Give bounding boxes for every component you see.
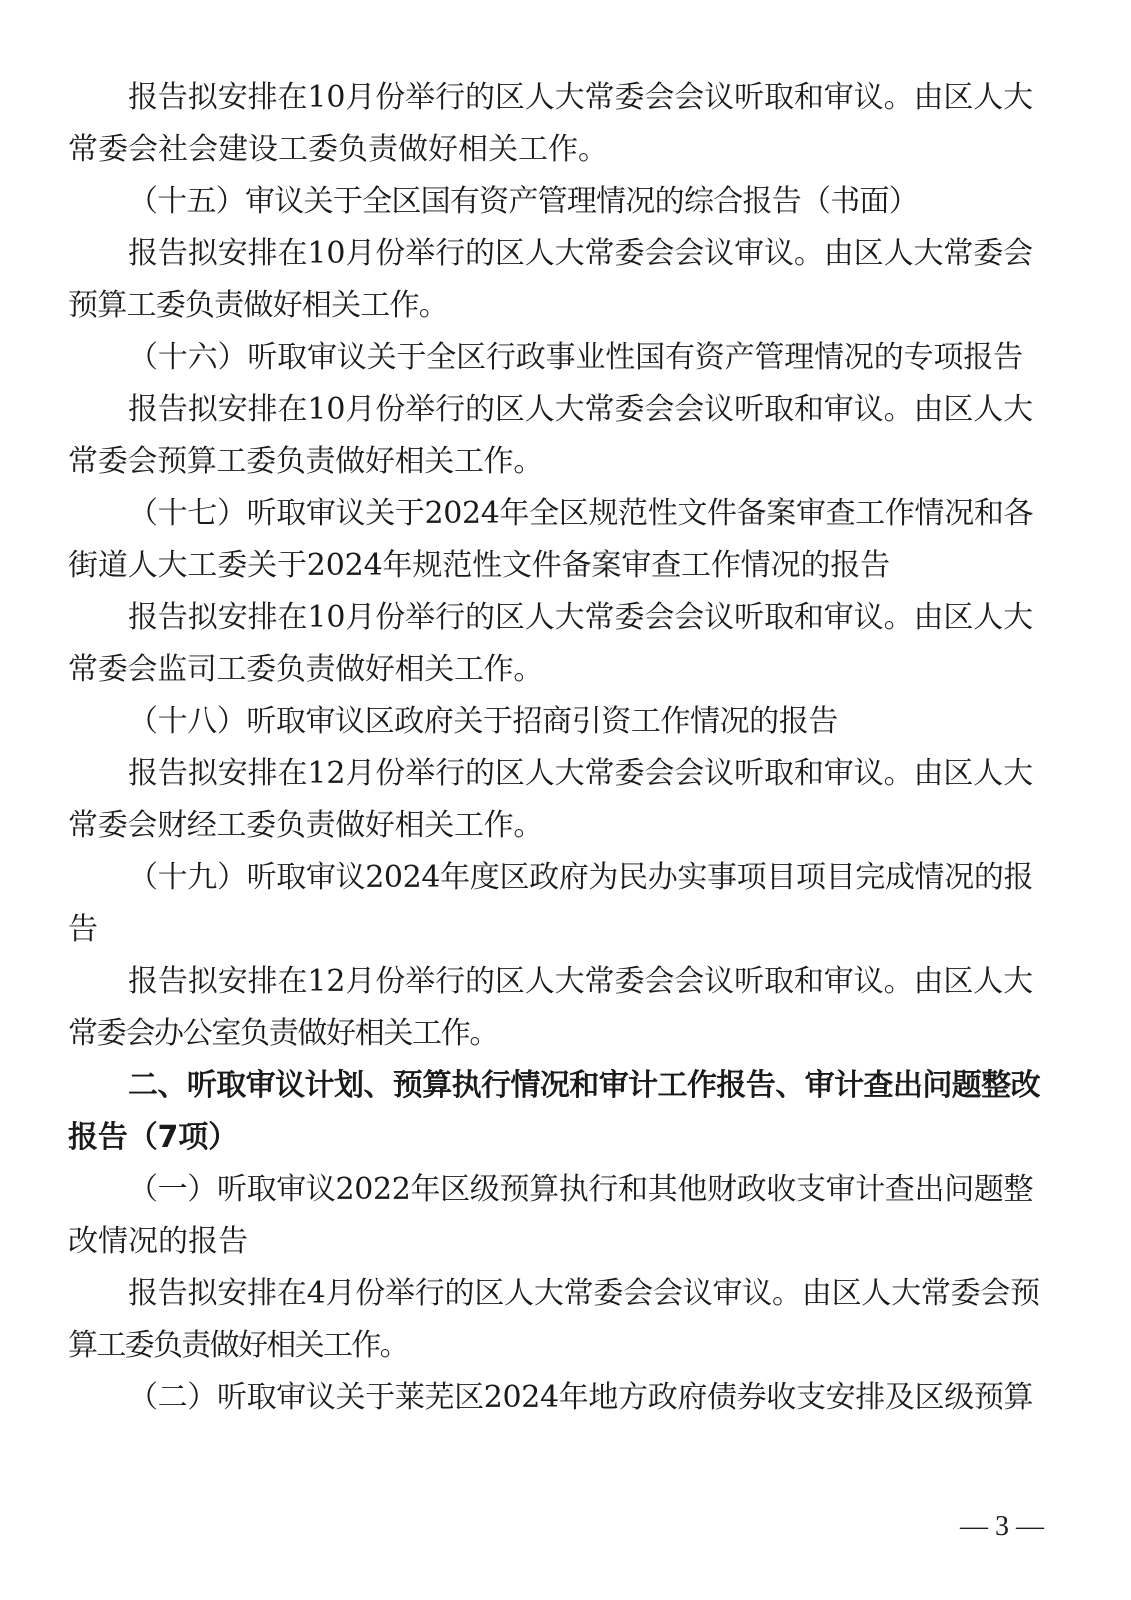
text-line: 常委会办公室负责做好相关工作。	[68, 1016, 499, 1051]
text-line: 常委会社会建设工委负责做好相关工作。	[68, 132, 608, 167]
text-line: 算工委负责做好相关工作。	[68, 1328, 408, 1363]
subheading: 改情况的报告	[68, 1224, 248, 1259]
subheading: （十八）听取审议区政府关于招商引资工作情况的报告	[128, 704, 838, 739]
text-line: 常委会预算工委负责做好相关工作。	[68, 444, 544, 479]
section-heading: 二、听取审议计划、预算执行情况和审计工作报告、审计查出问题整改	[128, 1068, 1041, 1103]
text-line: 报告拟安排在10月份举行的区人大常委会会议审议。由区人大常委会	[128, 236, 1034, 271]
text-line: 常委会财经工委负责做好相关工作。	[68, 808, 544, 843]
text-line: 报告拟安排在4月份举行的区人大常委会会议审议。由区人大常委会预	[128, 1276, 1040, 1311]
text-line: 报告拟安排在12月份举行的区人大常委会会议听取和审议。由区人大	[128, 756, 1034, 791]
text-line: 报告拟安排在12月份举行的区人大常委会会议听取和审议。由区人大	[128, 964, 1034, 999]
text-line: 预算工委负责做好相关工作。	[68, 288, 448, 323]
subheading: （十九）听取审议2024年度区政府为民办实事项目项目完成情况的报	[128, 860, 1034, 895]
subheading: （十七）听取审议关于2024年全区规范性文件备案审查工作情况和各	[128, 496, 1034, 531]
subheading: （十六）听取审议关于全区行政事业性国有资产管理情况的专项报告	[128, 340, 1023, 375]
text-line: 报告拟安排在10月份举行的区人大常委会会议听取和审议。由区人大	[128, 600, 1034, 635]
text-line: 报告拟安排在10月份举行的区人大常委会会议听取和审议。由区人大	[128, 80, 1034, 115]
text-line: 常委会监司工委负责做好相关工作。	[68, 652, 544, 687]
subheading: 街道人大工委关于2024年规范性文件备案审查工作情况的报告	[68, 548, 890, 583]
subheading: （二）听取审议关于莱芜区2024年地方政府债券收支安排及区级预算	[128, 1380, 1034, 1415]
subheading: 告	[68, 912, 98, 947]
page-number: — 3 —	[960, 1511, 1044, 1542]
text-line: 报告拟安排在10月份举行的区人大常委会会议听取和审议。由区人大	[128, 392, 1034, 427]
subheading: （十五）审议关于全区国有资产管理情况的综合报告（书面）	[128, 184, 919, 219]
subheading: （一）听取审议2022年区级预算执行和其他财政收支审计查出问题整	[128, 1172, 1034, 1207]
section-heading: 报告（7项）	[68, 1120, 238, 1155]
